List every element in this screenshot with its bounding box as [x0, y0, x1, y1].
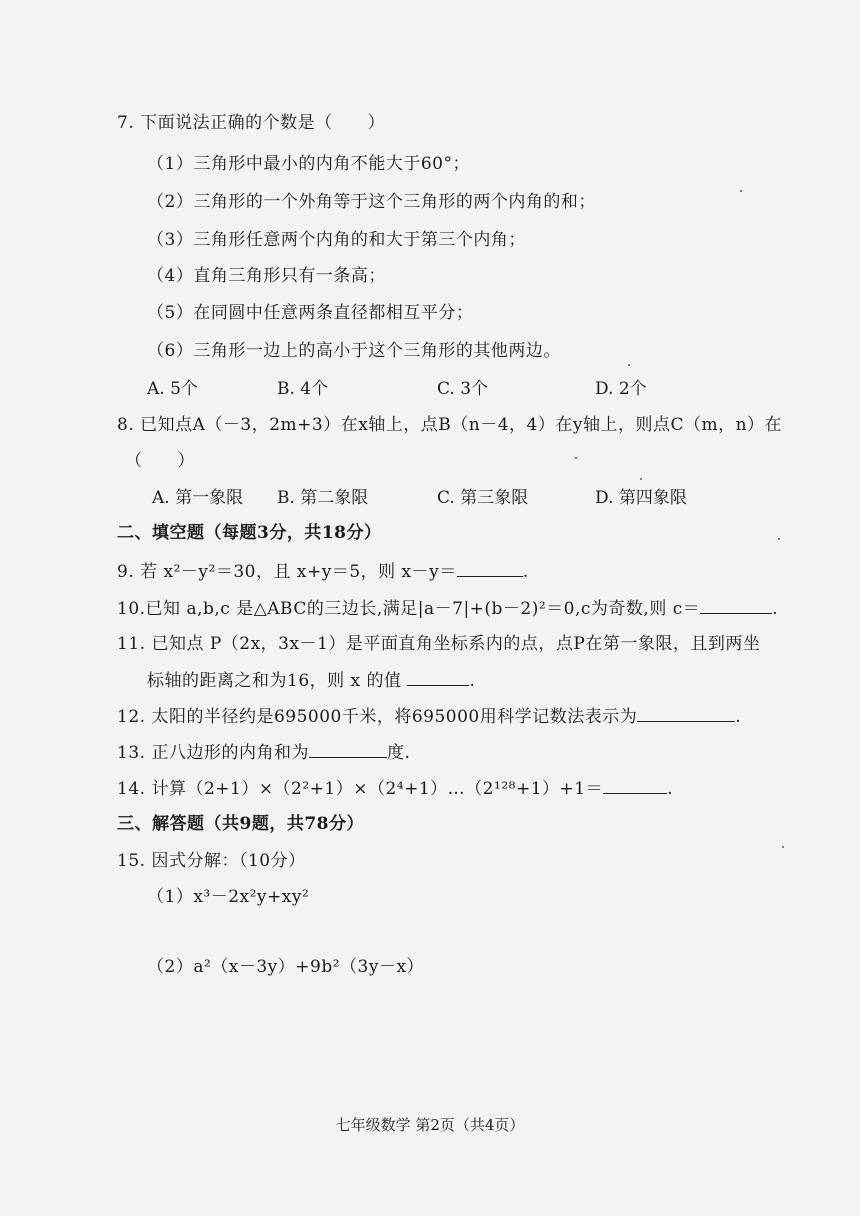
q12-end: .: [735, 707, 742, 727]
q7-statement-6: （6）三角形一边上的高小于这个三角形的其他两边。: [147, 341, 561, 361]
q15-stem: 15. 因式分解：（10分）: [117, 851, 306, 871]
q7-statement-2: （2）三角形的一个外角等于这个三角形的两个内角的和；: [147, 192, 596, 212]
q11-line-1: 11. 已知点 P（2x，3x－1）是平面直角坐标系内的点，点P在第一象限，且到两坐: [117, 634, 761, 654]
q7-statement-4: （4）直角三角形只有一条高；: [147, 266, 386, 286]
q13-text: 13. 正八边形的内角和为: [117, 743, 309, 763]
q8-stem-cont: （ ）: [125, 451, 195, 471]
scan-speck: [628, 364, 630, 366]
q7-statement-5: （5）在同圆中任意两条直径都相互平分；: [147, 303, 474, 323]
q15-part-2: （2）a²（x－3y）+9b²（3y－x）: [147, 957, 425, 977]
q14: [117, 777, 673, 800]
page-footer: 七年级数学 第2页（共4页）: [335, 1116, 525, 1134]
q10-text: 10.已知 a,b,c 是△ABC的三边长,满足|a－7|+(b－2)²＝0,c为奇数,则 c＝: [117, 599, 701, 619]
q7-option-d: D. 2个: [595, 379, 647, 399]
q7-option-c: C. 3个: [437, 379, 489, 399]
q7-stem: 7. 下面说法正确的个数是（ ）: [117, 113, 386, 133]
q10: [117, 597, 778, 620]
q10-answer-blank[interactable]: [700, 597, 772, 614]
scan-speck: [640, 478, 642, 480]
q13: [117, 741, 410, 764]
scan-speck: [575, 457, 577, 459]
q11-answer-blank[interactable]: [407, 669, 469, 686]
q7-statement-3: （3）三角形任意两个内角的和大于第三个内角；: [147, 230, 526, 250]
section-3-heading: 三、解答题（共9题，共78分）: [117, 814, 364, 834]
q7-option-b: B. 4个: [277, 379, 329, 399]
q8-option-d: D. 第四象限: [595, 488, 687, 508]
q9: [117, 560, 529, 583]
q8-option-c: C. 第三象限: [437, 488, 529, 508]
q12-text: 12. 太阳的半径约是695000千米，将695000用科学记数法表示为: [117, 707, 638, 727]
q15-part-1: （1）x³－2x²y+xy²: [147, 887, 310, 907]
q13-end: 度.: [386, 743, 411, 763]
q9-answer-blank[interactable]: [457, 560, 523, 577]
q10-end: .: [772, 599, 779, 619]
q11-end: .: [469, 671, 476, 691]
q11-line-2: [147, 669, 475, 692]
scan-speck: [782, 846, 784, 848]
q8-stem: 8. 已知点A（－3，2m+3）在x轴上，点B（n－4，4）在y轴上，则点C（m，n）在: [117, 415, 783, 435]
q11-text: 标轴的距离之和为16，则 x 的值: [147, 671, 408, 691]
q14-end: .: [667, 779, 673, 799]
q13-answer-blank[interactable]: [309, 741, 387, 758]
q14-answer-blank[interactable]: [603, 777, 667, 794]
section-2-heading: 二、填空题（每题3分，共18分）: [117, 523, 382, 543]
q8-option-a: A. 第一象限: [152, 488, 244, 508]
q12: [117, 705, 741, 728]
q14-text: 14. 计算（2+1）×（2²+1）×（2⁴+1）…（2¹²⁸+1）+1＝: [117, 779, 604, 799]
scan-speck: [778, 538, 780, 540]
q8-option-b: B. 第二象限: [277, 488, 369, 508]
q7-option-a: A. 5个: [147, 379, 198, 399]
scan-speck: [740, 190, 742, 192]
q7-statement-1: （1）三角形中最小的内角不能大于60°；: [147, 154, 470, 174]
q9-end: .: [522, 562, 529, 582]
q12-answer-blank[interactable]: [637, 705, 735, 722]
q9-text: 9. 若 x²－y²＝30，且 x+y＝5，则 x－y＝: [117, 562, 457, 582]
